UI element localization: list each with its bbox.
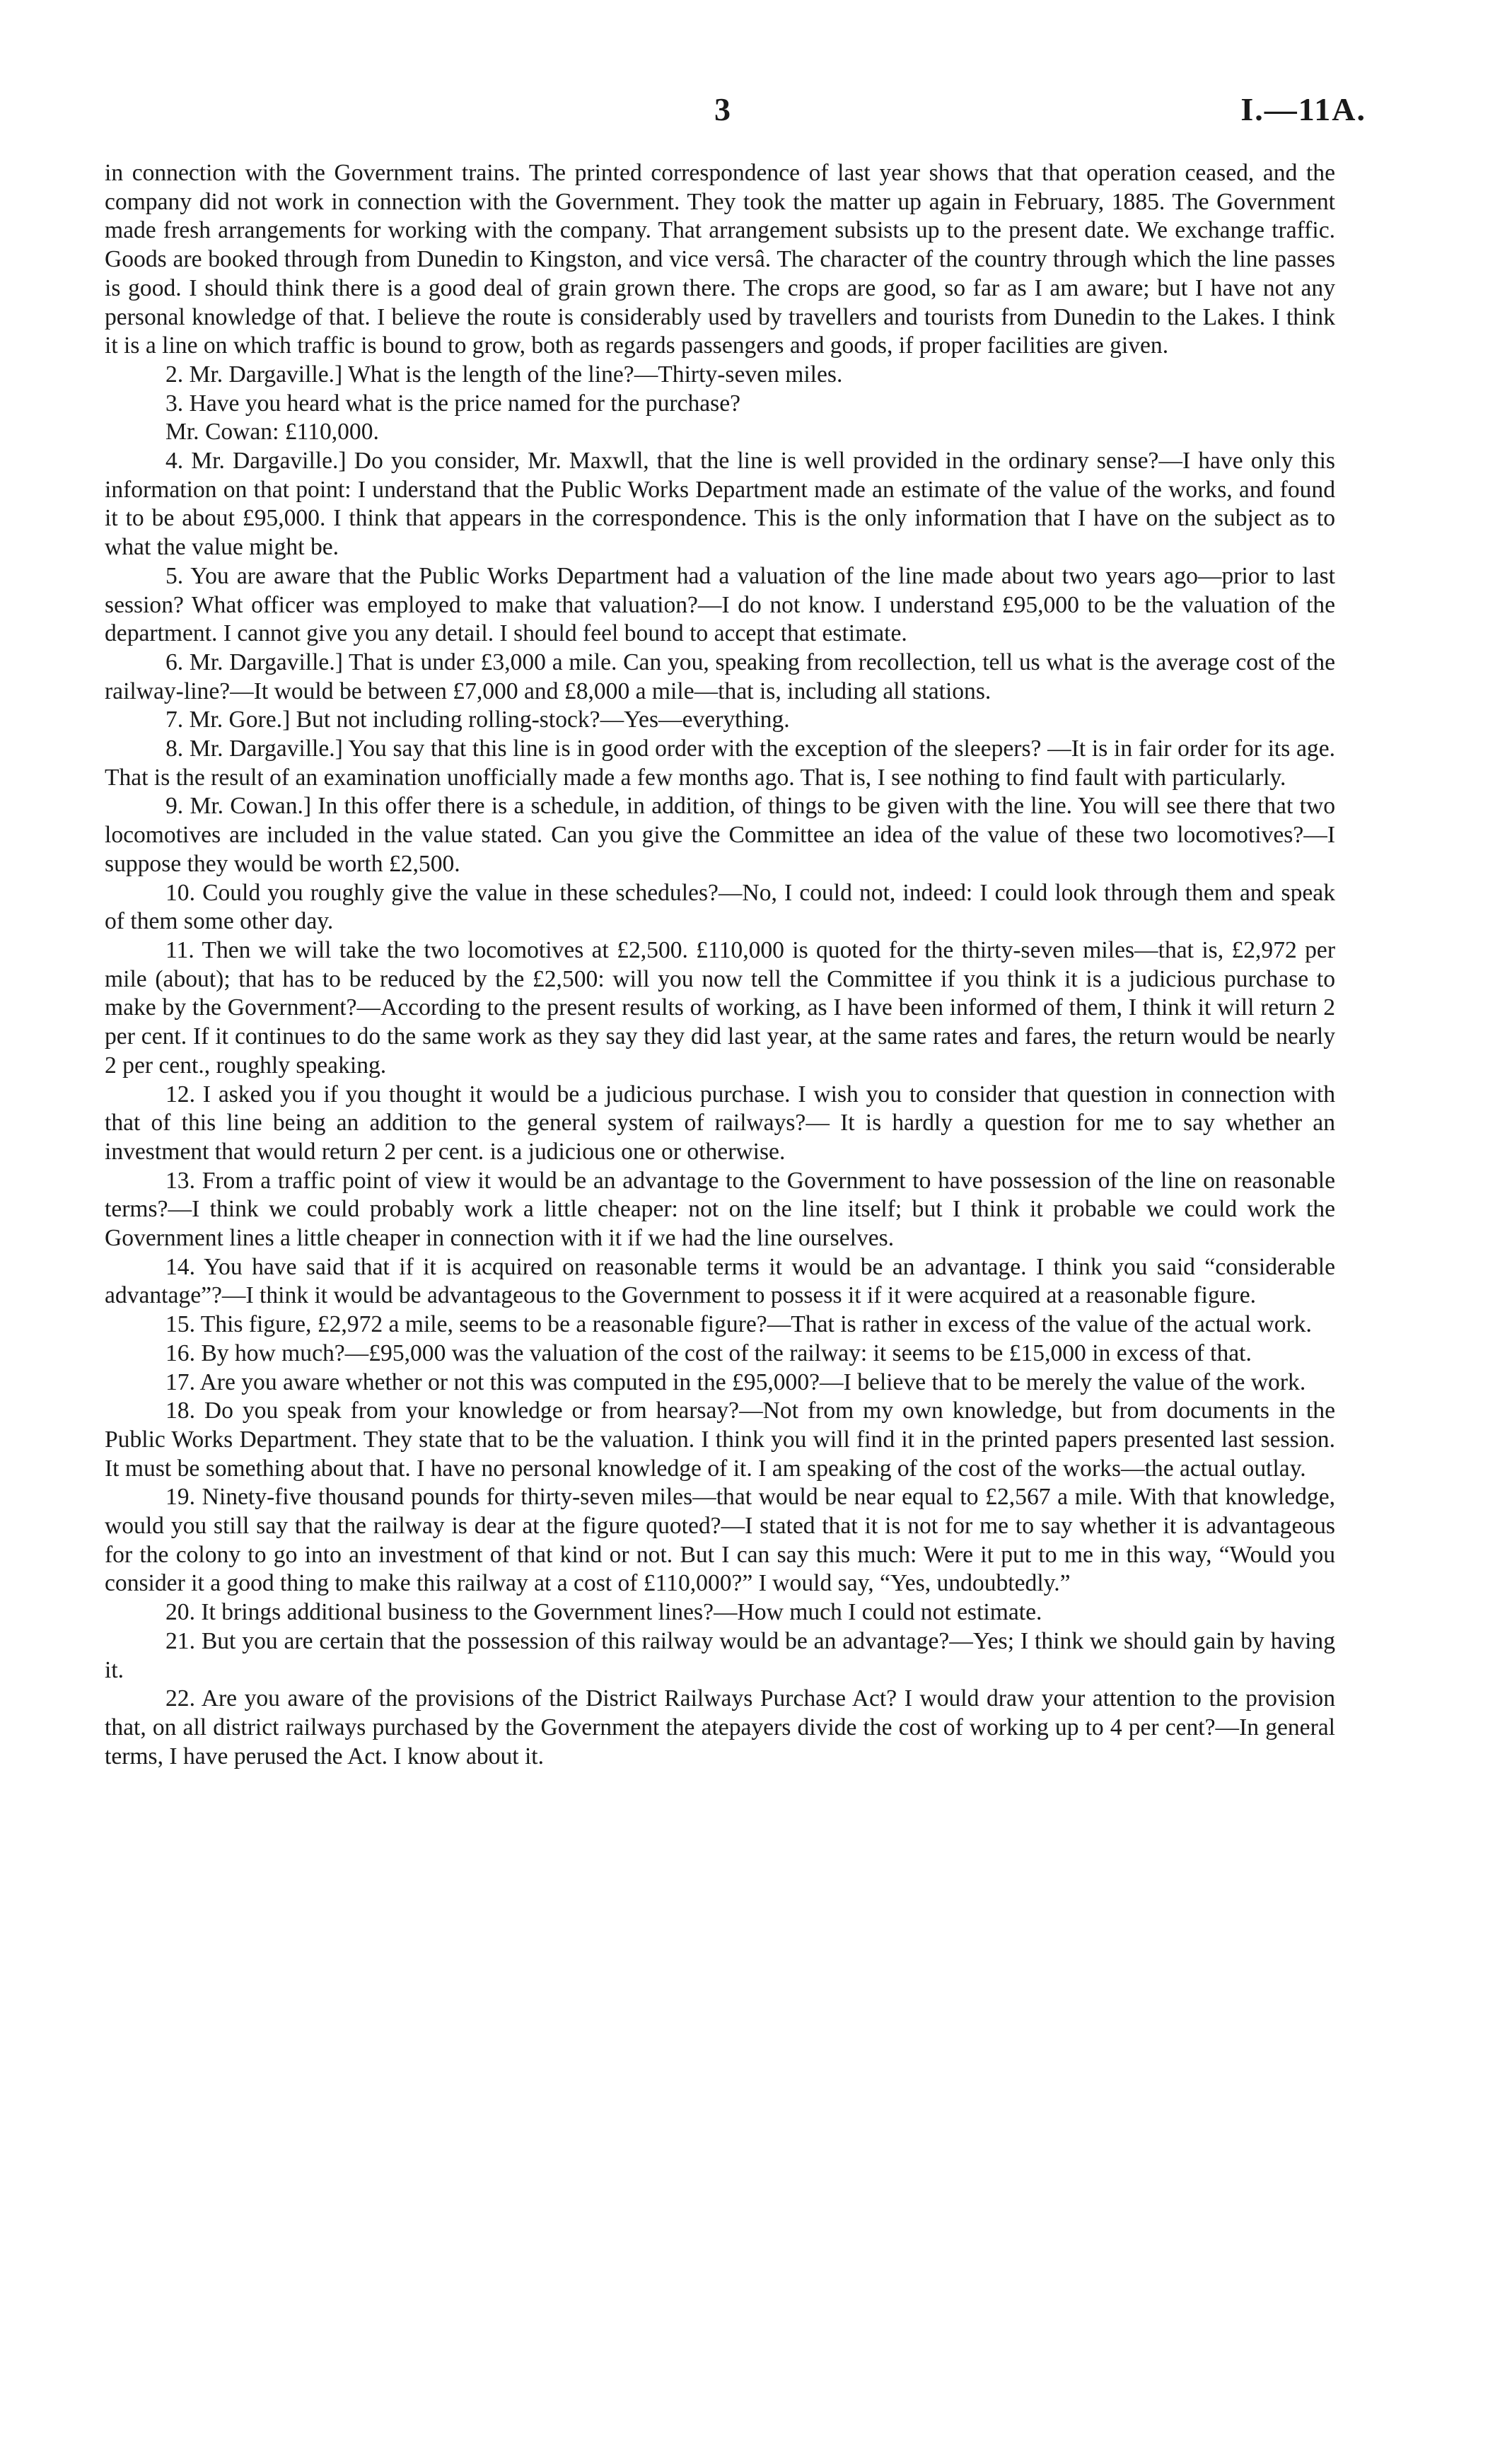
document-body — [105, 159, 1335, 1771]
speaker-line: Mr. Cowan: £110,000. — [165, 419, 379, 446]
question-3: 3. Have you heard what is the price named for the purchase? — [165, 390, 741, 417]
document-reference: I.—11A. — [1240, 91, 1366, 127]
page-number: 3 — [714, 91, 731, 127]
question-6: 6. Mr. Dargaville.] That is under £3,000 a mile. Can you, speaking from recollection, tell us what is the average cost of the railway-line?—It would be between £7,000 and £8,000 a mile—that is, including all stations. — [105, 649, 1335, 704]
question-15: 15. This figure, £2,972 a mile, seems to be a reasonable figure?—That is rather in excess of the value of the actual work. — [165, 1311, 1312, 1338]
question-12: 12. I asked you if you thought it would be a judicious purchase. I wish you to consider that question in connection with that of this line being an addition to the general system of railways?— It is hardly a question for me to say whether an investment that would return 2 per cent. is a judicious one or otherwise. — [105, 1081, 1335, 1165]
question-18: 18. Do you speak from your knowledge or from hearsay?—Not from my own knowledge, but from documents in the Public Works Department. They state that to be the valuation. I think you will find it in the printed papers presented last session. It must be something about that. I have no personal knowledge of it. I am speaking of the cost of the works—the actual outlay. — [105, 1397, 1335, 1482]
question-13: 13. From a traffic point of view it would be an advantage to the Government to have possession of the line on reasonable terms?—I think we could probably work a little cheaper: not on the line itself; but I think it probable we could work the Government lines a little cheaper in connection with it if we had the line ourselves. — [105, 1167, 1335, 1252]
question-5: 5. You are aware that the Public Works Department had a valuation of the line made about two years ago—prior to last session? What officer was employed to make that valuation?—I do not know. I understand £95,000 to be the valuation of the department. I cannot give you any detail. I should feel bound to accept that estimate. — [105, 562, 1335, 647]
question-22: 22. Are you aware of the provisions of the District Railways Purchase Act? I would draw your attention to the provision that, on all district railways purchased by the Government the atepayers divide the cost of working up to 4 per cent?—In general terms, I have perused the Act. I know about it. — [105, 1685, 1335, 1769]
question-21: 21. But you are certain that the possession of this railway would be an advantage?—Yes; I think we should gain by having it. — [105, 1627, 1335, 1683]
question-2: 2. Mr. Dargaville.] What is the length of the line?—Thirty-seven miles. — [165, 361, 843, 388]
question-14: 14. You have said that if it is acquired on reasonable terms it would be an advantage. I think you said “considerable advantage”?—I think it would be advantageous to the Government to possess it if it were acquired at a reasonable figure. — [105, 1253, 1335, 1309]
question-9: 9. Mr. Cowan.] In this offer there is a schedule, in addition, of things to be given with the line. You will see there that two locomotives are included in the value stated. Can you give the Committee an idea of the value of these two locomotives?—I suppose they would be worth £2,500. — [105, 793, 1335, 877]
question-10: 10. Could you roughly give the value in these schedules?—No, I could not, indeed: I could look through them and speak of them some other day. — [105, 879, 1335, 935]
page-header — [0, 0, 1512, 141]
question-8: 8. Mr. Dargaville.] You say that this line is in good order with the exception of the sleepers? —It is in fair order for its age. That is the result of an examination unofficially made a few months ago. That is, I see nothing to find fault with particularly. — [105, 736, 1335, 791]
question-4: 4. Mr. Dargaville.] Do you consider, Mr. Maxwll, that the line is well provided in the ordinary sense?—I have only this information on that point: I understand that the Public Works Department made an estimate of the value of the works, and found it to be about £95,000. I think that appears in the correspondence. This is the only information that I have on the subject as to what the value might be. — [105, 448, 1335, 561]
question-20: 20. It brings additional business to the Government lines?—How much I could not estimate. — [165, 1599, 1042, 1626]
question-11: 11. Then we will take the two locomotives at £2,500. £110,000 is quoted for the thirty-seven miles—that is, £2,972 per mile (about); that has to be reduced by the £2,500: will you now tell the Committee if you think it is a judicious purchase to make by the Government?—According to the present results of working, as I have been informed of them, I think it will return 2 per cent. If it continues to do the same work as they say they did last year, at the same rates and fares, the return would be nearly 2 per cent., roughly speaking. — [105, 936, 1335, 1079]
paragraph-continued: in connection with the Government trains. The printed correspondence of last year shows that that operation ceased, and the company did not work in connection with the Government. They took the matter up again in February, 1885. The Government made fresh arrangements for working with the company. That arrangement subsists up to the present date. We exchange traffic. Goods are booked through from Dunedin to Kingston, and vice versâ. The character of the country through which the line passes is good. I should think there is a good deal of grain grown there. The crops are good, so far as I am aware; but I have not any personal knowledge of that. I believe the route is considerably used by travellers and tourists from Dunedin to the Lakes. I think it is a line on which traffic is bound to grow, both as regards passengers and goods, if proper facilities are given. — [105, 160, 1335, 359]
question-17: 17. Are you aware whether or not this was computed in the £95,000?—I believe that to be merely the value of the work. — [165, 1368, 1306, 1395]
question-7: 7. Mr. Gore.] But not including rolling-stock?—Yes—everything. — [165, 707, 790, 733]
question-16: 16. By how much?—£95,000 was the valuation of the cost of the railway: it seems to be £15,000 in excess of that. — [165, 1339, 1252, 1366]
question-19: 19. Ninety-five thousand pounds for thirty-seven miles—that would be near equal to £2,567 a mile. With that knowledge, would you still say that the railway is dear at the figure quoted?—I stated that it is not for me to say whether it is advantageous for the colony to go into an investment of that kind or not. But I can say this much: Were it put to me in this way, “Would you consider it a good thing to make this railway at a cost of £110,000?” I would say, “Yes, undoubtedly.” — [105, 1484, 1335, 1597]
